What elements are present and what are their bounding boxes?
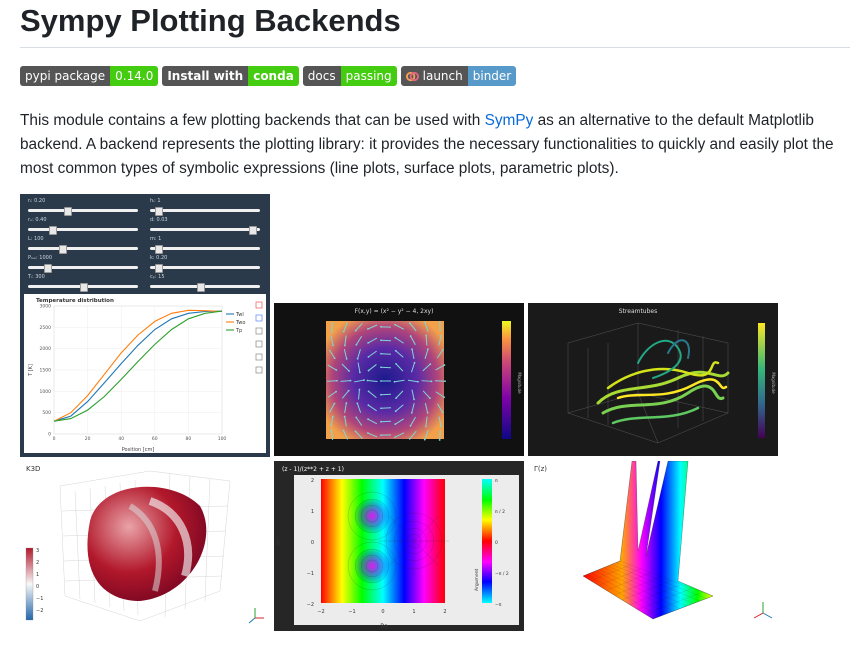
field-arrow-head	[380, 394, 382, 396]
field-arrow-head	[363, 379, 365, 381]
slider-label: k: 0.20	[150, 255, 168, 261]
interactive-panel	[20, 194, 270, 457]
field-arrow-head	[442, 349, 444, 351]
badge-value: conda	[248, 66, 299, 86]
x-tick-label: 20	[84, 437, 91, 442]
slider-label: rₗ: 0.20	[28, 198, 46, 204]
slider-handle[interactable]	[155, 245, 163, 254]
vector-field-colorbar	[502, 321, 511, 439]
badge-label: launch	[422, 69, 463, 83]
field-arrow-head	[394, 324, 396, 326]
field-arrow-head	[367, 418, 369, 420]
field-arrow	[440, 430, 441, 440]
field-arrow-head	[410, 335, 412, 337]
x-tick-label: 2	[443, 609, 447, 615]
colorbar-tick-label: π / 2	[495, 510, 505, 515]
gamma-surface	[583, 461, 713, 619]
field-arrow	[341, 381, 351, 382]
slider-handle[interactable]	[49, 226, 57, 235]
field-arrow	[422, 381, 432, 382]
field-arrow-head	[380, 434, 382, 436]
x-axis-label: Position [cm]	[121, 447, 155, 453]
field-arrow-head	[355, 416, 357, 418]
slider-handle[interactable]	[155, 207, 163, 216]
field-arrow-head	[343, 430, 345, 432]
y-tick-label: 2000	[39, 347, 51, 353]
field-arrow-head	[440, 335, 442, 337]
slider-track[interactable]	[150, 209, 260, 212]
toolbar-tool-icon[interactable]	[256, 354, 262, 360]
field-arrow-head	[429, 363, 431, 365]
slider-label: cₚ: 15	[150, 274, 165, 280]
badge-value: binder	[468, 66, 517, 86]
slider[interactable]	[28, 255, 140, 273]
domain-coloring-pole	[354, 548, 390, 584]
field-arrow-head	[368, 356, 370, 358]
vector-field-plot	[274, 303, 524, 456]
x-tick-label: 0	[52, 437, 56, 442]
slider[interactable]	[28, 274, 140, 292]
x-tick-label: 1	[412, 609, 416, 615]
slider[interactable]	[28, 236, 140, 254]
field-arrow-head	[357, 358, 359, 360]
axes-triad-icon	[249, 608, 264, 623]
field-arrow-head	[348, 370, 350, 372]
x-tick-label: −2	[317, 609, 325, 615]
k3d-plot	[20, 461, 270, 631]
field-arrow-head	[332, 345, 334, 347]
y-tick-label: 1500	[39, 368, 51, 374]
slider-label: m: 1	[150, 236, 162, 242]
slider[interactable]	[150, 198, 262, 216]
slider[interactable]	[150, 255, 262, 273]
colorbar-tick-label: π	[495, 479, 498, 484]
streamtubes-plot	[528, 303, 778, 456]
field-arrow-head	[359, 372, 361, 374]
colorbar-tick-label: 2	[36, 560, 40, 566]
slider-label: hᵢ: 1	[150, 198, 161, 204]
description-text: This module contains a few plotting backends that can be used with	[20, 112, 485, 129]
domain-coloring-xlabel: Re	[380, 623, 388, 630]
y-tick-label: −1	[306, 571, 314, 577]
y-tick-label: 0	[310, 540, 314, 546]
domain-coloring-colorbar-label: Argument	[475, 568, 480, 591]
slider-handle[interactable]	[64, 207, 72, 216]
field-arrow-head	[427, 412, 429, 414]
k3d-panel	[20, 461, 270, 631]
domain-coloring-plot	[274, 461, 524, 631]
gamma-plot	[528, 461, 778, 631]
field-arrow-head	[380, 407, 382, 409]
pypi-badge[interactable]	[20, 66, 158, 86]
x-tick-label: −1	[348, 609, 356, 615]
slider-label: Pₗₒₔ: 1000	[28, 255, 52, 261]
chart-title: Temperature distribution	[36, 298, 114, 304]
streamtubes-grid	[568, 323, 728, 443]
field-arrow-head	[380, 339, 382, 341]
slider-track[interactable]	[28, 266, 138, 269]
field-arrow-head	[331, 331, 333, 333]
field-arrow-head	[367, 432, 369, 434]
y-tick-label: 2500	[39, 325, 51, 331]
field-arrow-head	[343, 331, 345, 333]
legend-entry: Twl	[236, 311, 244, 318]
binder-logo-icon	[406, 70, 419, 83]
y-tick-label: 2	[310, 478, 314, 484]
badge-value: 0.14.0	[110, 66, 158, 86]
toolbar-tool-icon[interactable]	[256, 328, 262, 334]
badge-label: pypi package	[20, 66, 110, 86]
domain-coloring-pole	[354, 498, 390, 534]
slider-handle[interactable]	[155, 264, 163, 273]
field-arrow-head	[331, 429, 333, 431]
slider-label: L: 100	[28, 236, 44, 242]
temperature-chart-container	[24, 294, 266, 453]
field-arrow-head	[431, 380, 433, 382]
badge-row	[20, 66, 516, 86]
badge-label: docs	[303, 66, 341, 86]
y-tick-label: 1000	[39, 389, 51, 395]
vector-field-panel	[274, 303, 524, 456]
domain-coloring-title: (z - 1)/(z**2 + z + 1)	[282, 466, 344, 473]
field-arrow-head	[350, 380, 352, 382]
colorbar-tick-label: 0	[495, 541, 498, 546]
field-arrow-head	[394, 381, 396, 383]
slider-handle[interactable]	[44, 264, 52, 273]
field-arrow-head	[345, 402, 347, 404]
badge-value: passing	[341, 66, 397, 86]
colorbar-tick-label: 0	[36, 584, 40, 590]
slider-label: Tᵢ: 300	[28, 274, 45, 280]
field-arrow-head	[442, 411, 444, 413]
field-arrow-head	[367, 380, 369, 382]
field-arrow-head	[429, 397, 431, 399]
slider-track[interactable]	[28, 209, 138, 212]
slider[interactable]	[150, 274, 262, 292]
slider-handle[interactable]	[59, 245, 67, 254]
colorbar-tick-label: 3	[36, 548, 40, 554]
slider-label: rₒ: 0.40	[28, 217, 47, 223]
streamtubes-colorbar-label: Magnitude	[771, 372, 776, 394]
field-arrow-head	[355, 430, 357, 432]
sympy-link[interactable]: SymPy	[484, 112, 534, 129]
field-arrow-head	[380, 366, 382, 368]
title-divider	[20, 47, 850, 48]
field-arrow-head	[359, 389, 361, 391]
field-arrow-head	[427, 348, 429, 350]
field-arrow-head	[444, 380, 446, 382]
field-arrow-head	[348, 390, 350, 392]
field-arrow-head	[380, 326, 382, 328]
field-arrow-head	[443, 364, 445, 366]
field-arrow-head	[355, 344, 357, 346]
field-arrow-head	[380, 353, 382, 355]
field-arrow-head	[395, 350, 397, 352]
field-arrow-head	[414, 362, 416, 364]
field-arrow-head	[334, 357, 336, 359]
field-arrow-head	[409, 438, 411, 440]
colorbar-tick-label: −π / 2	[495, 572, 509, 577]
field-arrow-head	[368, 370, 370, 372]
y-tick-label: 0	[48, 432, 51, 438]
x-tick-label: 60	[151, 437, 158, 442]
toolbar-tool-icon[interactable]	[256, 341, 262, 347]
x-tick-label: 100	[217, 437, 227, 442]
conda-badge[interactable]	[162, 66, 298, 86]
docs-badge[interactable]	[303, 66, 397, 86]
legend-entry: Two	[236, 319, 246, 326]
streamtubes-curves	[598, 340, 728, 423]
field-arrow-head	[417, 381, 419, 383]
field-arrow-head	[394, 337, 396, 339]
toolbar-tool-icon[interactable]	[256, 315, 262, 321]
k3d-colorbar-ticks	[36, 548, 43, 614]
field-arrow-head	[368, 390, 370, 392]
colorbar-tick-label: 1	[36, 572, 40, 578]
toolbar-tool-icon[interactable]	[256, 367, 262, 373]
x-tick-label: 80	[185, 437, 192, 442]
field-arrow-head	[332, 416, 334, 418]
streamtubes-panel	[528, 303, 778, 456]
slider[interactable]	[28, 198, 140, 216]
gamma-label: Γ(z)	[534, 465, 548, 473]
page-title: Sympy Plotting Backends	[20, 3, 401, 38]
y-tick-label: 500	[42, 411, 51, 417]
field-arrow-head	[439, 439, 441, 441]
toolbar-tool-icon[interactable]	[256, 302, 262, 308]
legend-entry: Tp	[236, 327, 243, 334]
colorbar-tick-label: −π	[495, 603, 502, 608]
vector-field-colorbar-label: Magnitude	[517, 372, 522, 394]
field-arrow-head	[413, 398, 415, 400]
domain-coloring-ylabel: Im	[275, 537, 282, 545]
slider-track[interactable]	[150, 285, 260, 288]
field-arrow-head	[411, 348, 413, 350]
description-paragraph	[20, 109, 850, 181]
field-arrow-head	[409, 322, 411, 324]
streamtubes-title: Streamtubes	[618, 308, 658, 315]
slider-label: d: 0.03	[150, 217, 168, 223]
description-text: as an alternative to the default Matplotlib backend. A backend represents the plotting library: it provides the necessary functionalities to quickly and easily plot the most common types of symbolic expressions (line plots, surface plots, parametric plots).	[20, 112, 834, 177]
slider-handle[interactable]	[80, 283, 88, 292]
slider-handle[interactable]	[249, 226, 257, 235]
field-arrow-head	[425, 426, 427, 428]
y-tick-label: 3000	[39, 304, 51, 310]
y-tick-label: 1	[310, 509, 314, 515]
field-arrow-head	[424, 321, 426, 323]
field-arrow-head	[380, 380, 382, 382]
field-arrow-head	[411, 412, 413, 414]
field-arrow-head	[395, 363, 397, 365]
field-arrow-head	[356, 402, 358, 404]
k3d-colorbar	[26, 548, 33, 620]
x-tick-label: 40	[118, 437, 125, 442]
temperature-chart	[24, 294, 266, 453]
field-arrow-head	[367, 328, 369, 330]
field-arrow-head	[346, 358, 348, 360]
field-arrow-head	[355, 330, 357, 332]
slider-handle[interactable]	[197, 283, 205, 292]
field-arrow-head	[344, 345, 346, 347]
slider-track[interactable]	[150, 266, 260, 269]
slider-track[interactable]	[150, 228, 260, 231]
domain-coloring-colorbar	[482, 479, 492, 603]
field-arrow-head	[439, 321, 441, 323]
slider-track[interactable]	[28, 285, 138, 288]
y-tick-label: −2	[306, 602, 314, 608]
streamtubes-colorbar	[758, 323, 765, 438]
colorbar-tick-label: −1	[36, 596, 44, 602]
slider[interactable]	[150, 217, 262, 235]
badge-label: Install with	[162, 66, 248, 86]
y-axis-label: T [K]	[28, 364, 34, 376]
gamma-panel	[528, 461, 778, 631]
slider-track[interactable]	[28, 228, 138, 231]
field-arrow-head	[425, 335, 427, 337]
field-arrow-head	[410, 425, 412, 427]
field-arrow-head	[335, 391, 337, 393]
field-arrow-head	[334, 403, 336, 405]
x-tick-label: 0	[381, 609, 385, 615]
binder-badge[interactable]	[401, 66, 517, 86]
field-arrow-head	[395, 397, 397, 399]
slider[interactable]	[150, 236, 262, 254]
field-arrow	[332, 322, 333, 332]
colorbar-tick-label: −2	[36, 608, 44, 614]
field-arrow-head	[440, 426, 442, 428]
field-arrow-head	[394, 436, 396, 438]
field-arrow-head	[443, 396, 445, 398]
slider[interactable]	[28, 217, 140, 235]
k3d-label: K3D	[26, 465, 41, 473]
domain-coloring-panel	[274, 461, 524, 631]
vector-field-title: F(x,y) = (x² − y² − 4, 2xy)	[354, 308, 434, 315]
field-arrow-head	[344, 416, 346, 418]
field-arrow-head	[394, 423, 396, 425]
field-arrow-head	[367, 404, 369, 406]
slider-track[interactable]	[28, 247, 138, 250]
field-arrow-head	[424, 439, 426, 441]
field-arrow-head	[335, 369, 337, 371]
field-arrow-head	[395, 410, 397, 412]
slider-track[interactable]	[150, 247, 260, 250]
axes-triad-icon	[754, 602, 772, 618]
field-arrow-head	[367, 342, 369, 344]
field-arrow-head	[336, 380, 338, 382]
field-arrow-head	[380, 421, 382, 423]
